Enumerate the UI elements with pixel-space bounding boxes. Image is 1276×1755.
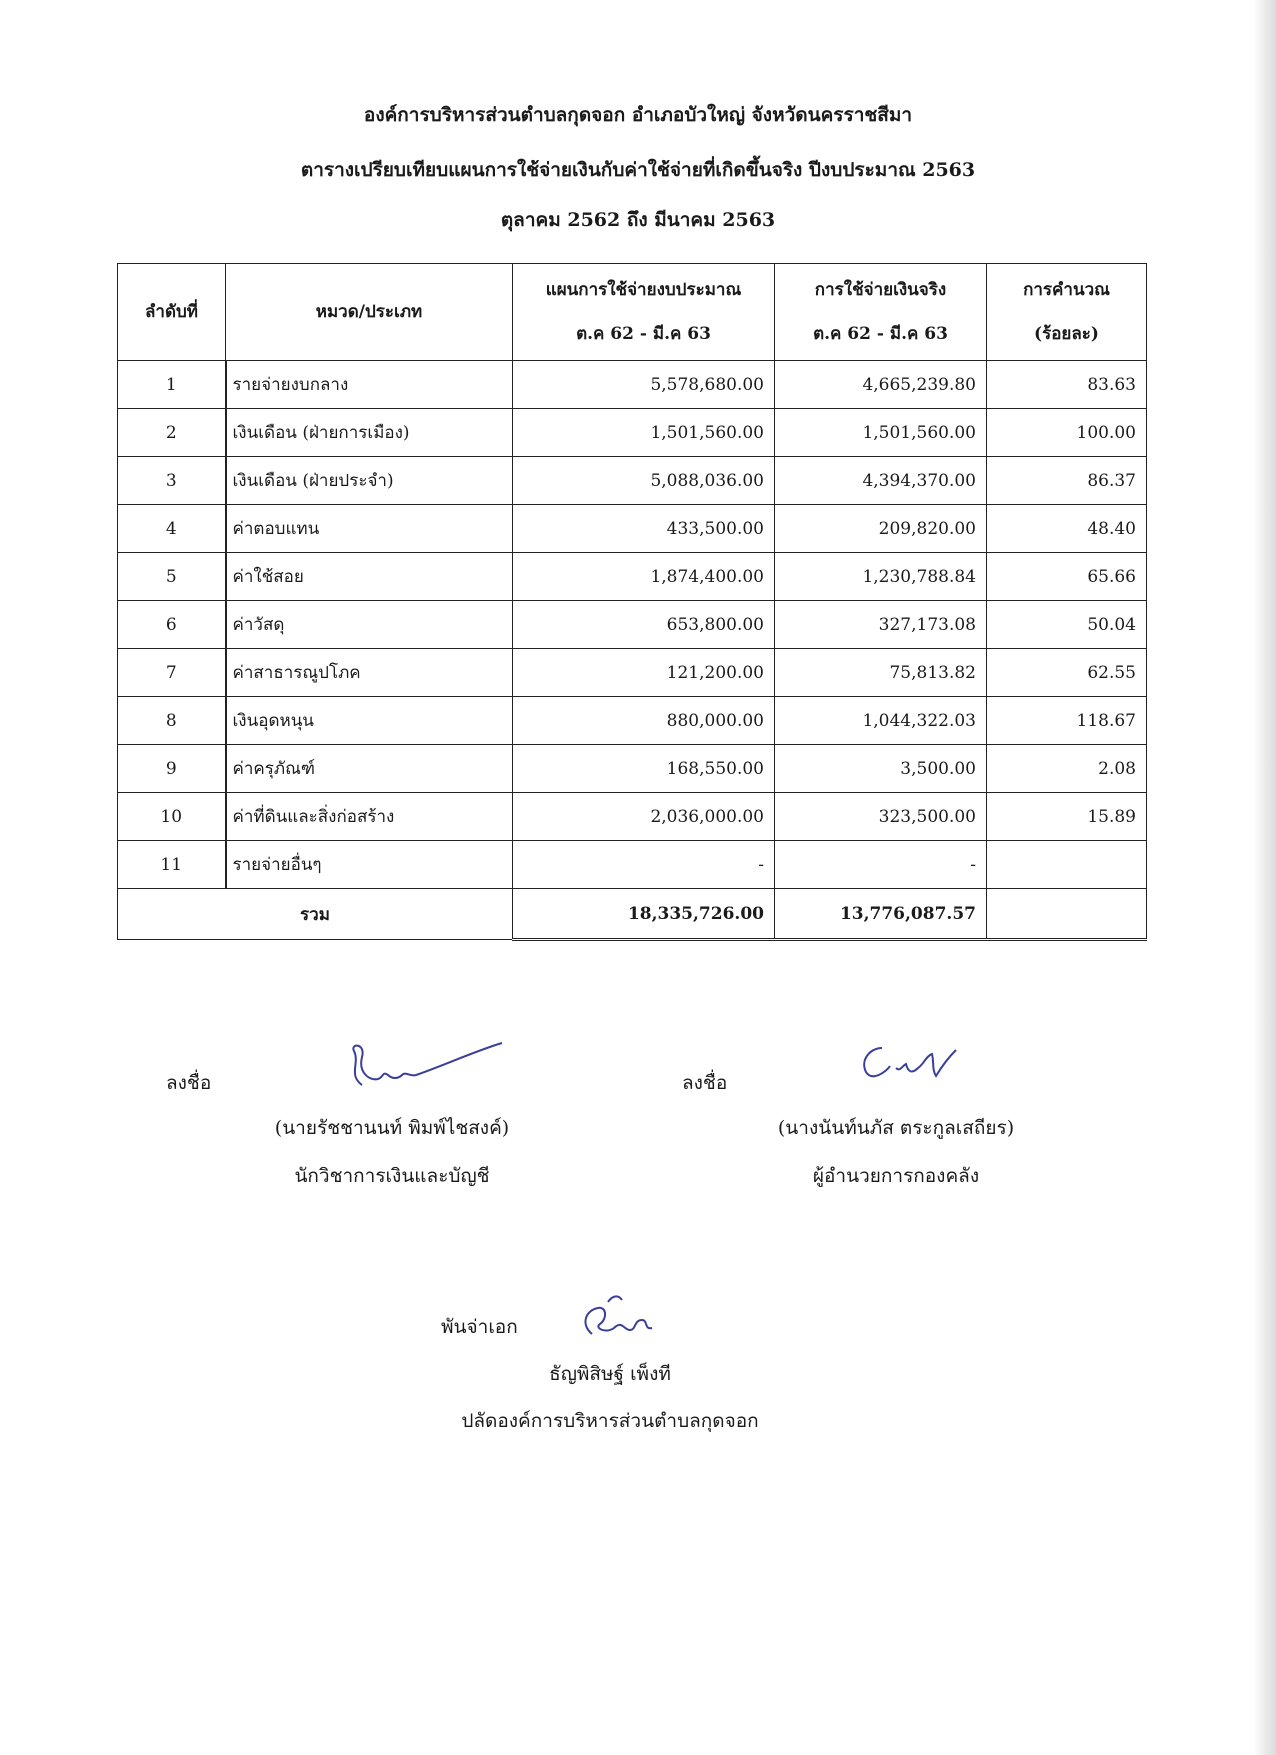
row-category: รายจ่ายงบกลาง [226, 361, 513, 409]
row-plan-amount: 1,501,560.00 [513, 409, 775, 457]
row-category: เงินเดือน (ฝ่ายการเมือง) [226, 409, 513, 457]
table-header-row [118, 264, 1147, 361]
left-handwritten-signature [340, 1035, 510, 1095]
header-percent-title: การคำนวณ [1023, 280, 1110, 300]
row-category: ค่าตอบแทน [226, 505, 513, 553]
table-row [118, 361, 1147, 409]
row-plan-amount: 5,088,036.00 [513, 457, 775, 505]
row-percent: 15.89 [987, 793, 1147, 841]
row-plan-amount: 433,500.00 [513, 505, 775, 553]
header-actual-title: การใช้จ่ายเงินจริง [814, 280, 947, 300]
row-category: ค่าวัสดุ [226, 601, 513, 649]
row-number: 7 [118, 649, 226, 697]
row-number: 5 [118, 553, 226, 601]
budget-comparison-table [117, 263, 1147, 941]
row-percent: 86.37 [987, 457, 1147, 505]
row-actual-amount: 323,500.00 [775, 793, 987, 841]
header-actual-period: ต.ค 62 - มี.ค 63 [813, 324, 948, 344]
row-actual-amount: 327,173.08 [775, 601, 987, 649]
row-percent: 100.00 [987, 409, 1147, 457]
row-actual-amount: 1,044,322.03 [775, 697, 987, 745]
header-percent-unit: (ร้อยละ) [1034, 324, 1099, 344]
bottom-signer-name: ธัญพิสิษฐ์ เพ็งที [549, 1363, 671, 1385]
row-number: 11 [118, 841, 226, 889]
right-handwritten-signature [852, 1038, 962, 1098]
row-plan-amount: 1,874,400.00 [513, 553, 775, 601]
row-percent [987, 841, 1147, 889]
row-actual-amount: - [775, 841, 987, 889]
table-row [118, 745, 1147, 793]
header-plan-period: ต.ค 62 - มี.ค 63 [576, 324, 711, 344]
row-percent: 2.08 [987, 745, 1147, 793]
header-no: ลำดับที่ [118, 264, 226, 361]
row-number: 8 [118, 697, 226, 745]
total-label: รวม [118, 889, 513, 940]
table-row [118, 697, 1147, 745]
header-category: หมวด/ประเภท [226, 264, 513, 361]
header-percent [987, 264, 1147, 361]
row-category: ค่าสาธารณูปโภค [226, 649, 513, 697]
row-number: 1 [118, 361, 226, 409]
row-actual-amount: 4,394,370.00 [775, 457, 987, 505]
row-actual-amount: 1,501,560.00 [775, 409, 987, 457]
table-row [118, 505, 1147, 553]
row-category: เงินอุดหนุน [226, 697, 513, 745]
table-row [118, 601, 1147, 649]
right-signer-name: (นางนันท์นภัส ตระกูลเสถียร) [777, 1117, 1015, 1139]
row-actual-amount: 75,813.82 [775, 649, 987, 697]
row-percent: 62.55 [987, 649, 1147, 697]
table-row [118, 841, 1147, 889]
row-plan-amount: - [513, 841, 775, 889]
table-row [118, 553, 1147, 601]
row-actual-amount: 209,820.00 [775, 505, 987, 553]
table-row [118, 409, 1147, 457]
row-plan-amount: 880,000.00 [513, 697, 775, 745]
table-total-row [118, 889, 1147, 940]
header-actual [775, 264, 987, 361]
row-actual-amount: 1,230,788.84 [775, 553, 987, 601]
total-actual-amount: 13,776,087.57 [775, 889, 987, 940]
total-plan-amount: 18,335,726.00 [513, 889, 775, 940]
row-percent: 118.67 [987, 697, 1147, 745]
table-row [118, 793, 1147, 841]
row-category: ค่าที่ดินและสิ่งก่อสร้าง [226, 793, 513, 841]
header-plan [513, 264, 775, 361]
organization-title: องค์การบริหารส่วนตำบลกุดจอก อำเภอบัวใหญ่ จังหวัดนครราชสีมา [363, 104, 913, 126]
row-number: 3 [118, 457, 226, 505]
report-period: ตุลาคม 2562 ถึง มีนาคม 2563 [500, 209, 776, 231]
row-number: 6 [118, 601, 226, 649]
row-plan-amount: 168,550.00 [513, 745, 775, 793]
table-row [118, 457, 1147, 505]
row-number: 10 [118, 793, 226, 841]
right-signer-position: ผู้อำนวยการกองคลัง [812, 1165, 980, 1187]
row-percent: 65.66 [987, 553, 1147, 601]
left-signer-name: (นายรัชชานนท์ พิมพ์ไชสงค์) [274, 1117, 510, 1139]
row-category: รายจ่ายอื่นๆ [226, 841, 513, 889]
header-plan-title: แผนการใช้จ่ายงบประมาณ [545, 280, 742, 300]
row-plan-amount: 5,578,680.00 [513, 361, 775, 409]
row-category: เงินเดือน (ฝ่ายประจำ) [226, 457, 513, 505]
bottom-signer-position: ปลัดองค์การบริหารส่วนตำบลกุดจอก [461, 1410, 759, 1432]
row-number: 4 [118, 505, 226, 553]
row-percent: 48.40 [987, 505, 1147, 553]
row-percent: 50.04 [987, 601, 1147, 649]
row-actual-amount: 4,665,239.80 [775, 361, 987, 409]
row-plan-amount: 121,200.00 [513, 649, 775, 697]
row-actual-amount: 3,500.00 [775, 745, 987, 793]
row-number: 2 [118, 409, 226, 457]
row-plan-amount: 2,036,000.00 [513, 793, 775, 841]
row-number: 9 [118, 745, 226, 793]
row-category: ค่าใช้สอย [226, 553, 513, 601]
table-row [118, 649, 1147, 697]
bottom-handwritten-signature [572, 1290, 662, 1350]
left-signer-position: นักวิชาการเงินและบัญชี [294, 1165, 490, 1187]
row-category: ค่าครุภัณฑ์ [226, 745, 513, 793]
left-sign-label: ลงชื่อ [166, 1072, 212, 1094]
row-plan-amount: 653,800.00 [513, 601, 775, 649]
right-sign-label: ลงชื่อ [682, 1072, 728, 1094]
row-percent: 83.63 [987, 361, 1147, 409]
total-percent [987, 889, 1147, 940]
report-title: ตารางเปรียบเทียบแผนการใช้จ่ายเงินกับค่าใช้จ่ายที่เกิดขึ้นจริง ปีงบประมาณ 2563 [300, 159, 976, 181]
bottom-signer-rank: พันจ่าเอก [441, 1316, 518, 1338]
scan-edge-shadow [1254, 0, 1276, 1755]
